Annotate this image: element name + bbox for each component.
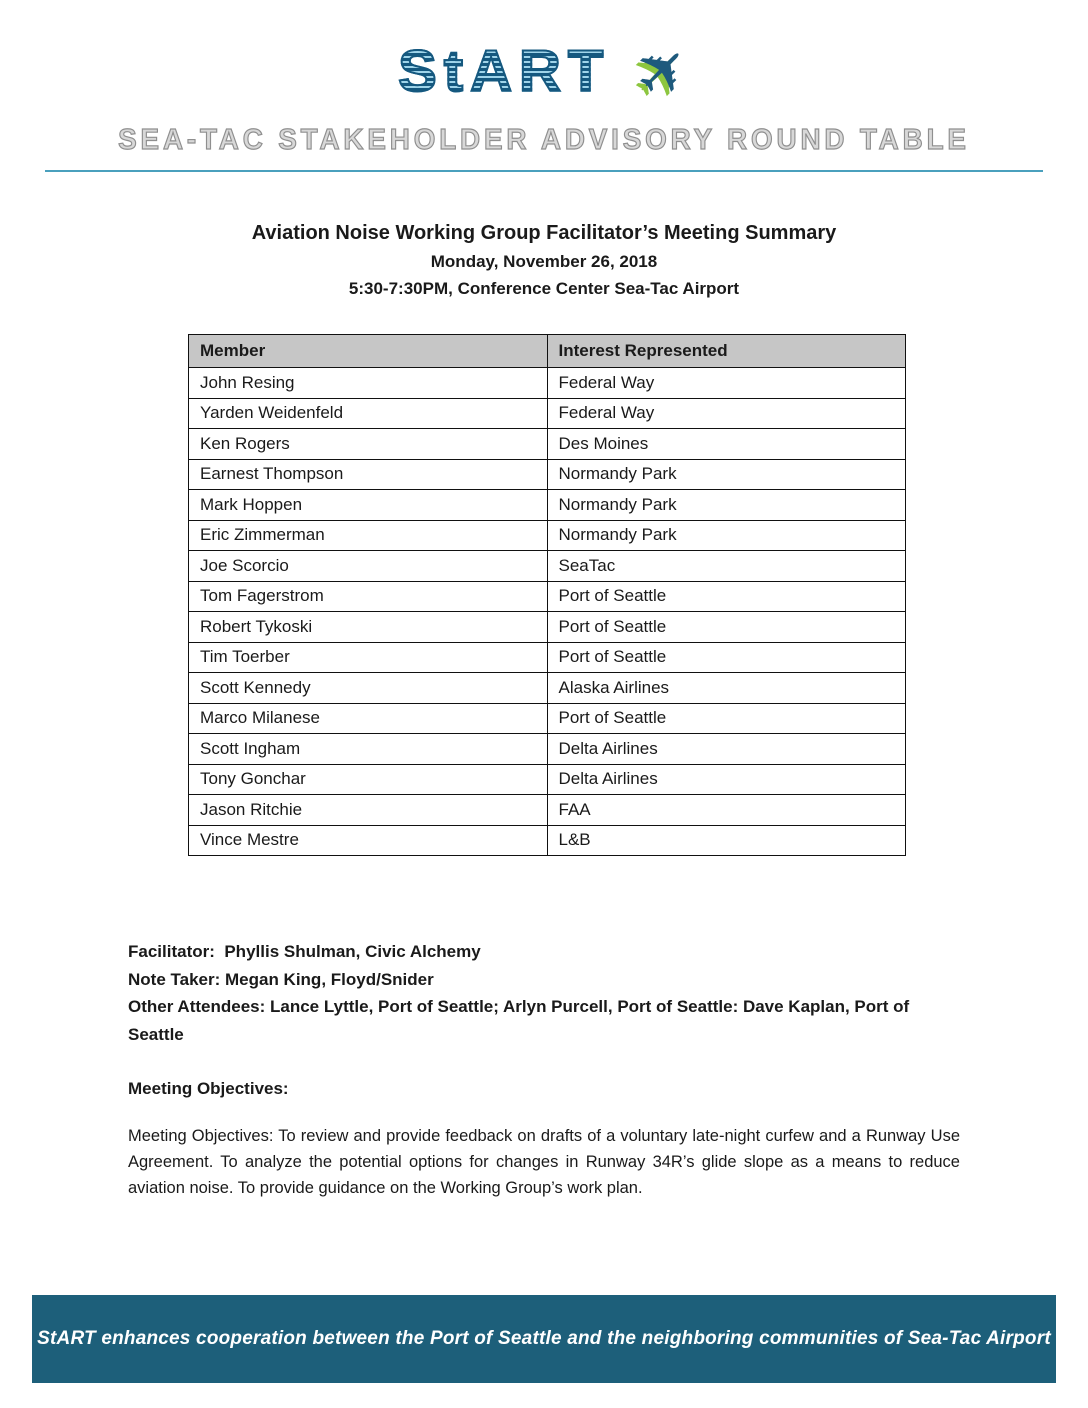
logo — [0, 26, 1088, 116]
org-subtitle: SEA-TAC STAKEHOLDER ADVISORY ROUND TABLE — [118, 124, 970, 156]
table-cell: Eric Zimmerman — [189, 520, 548, 551]
table-row — [189, 734, 906, 765]
table-cell: FAA — [547, 795, 906, 826]
meeting-date: Monday, November 26, 2018 — [430, 252, 658, 271]
table-cell: Tom Fagerstrom — [189, 581, 548, 612]
footer-tagline: StART enhances cooperation between the Port of Seattle and the neighboring communities of Sea-Tac Airport — [37, 1328, 1051, 1349]
table-cell: Normandy Park — [547, 490, 906, 521]
header-divider — [45, 170, 1043, 172]
table-cell: Tim Toerber — [189, 642, 548, 673]
table-cell: L&B — [547, 825, 906, 856]
table-cell: Vince Mestre — [189, 825, 548, 856]
table-cell: Scott Kennedy — [189, 673, 548, 704]
table-header-row — [189, 335, 906, 368]
table-cell: Federal Way — [547, 368, 906, 399]
table-cell: Mark Hoppen — [189, 490, 548, 521]
table-cell: Joe Scorcio — [189, 551, 548, 582]
column-header-interest: Interest Represented — [547, 335, 906, 368]
table-cell: Yarden Weidenfeld — [189, 398, 548, 429]
table-cell: Earnest Thompson — [189, 459, 548, 490]
attendee-table-body — [189, 368, 906, 856]
table-row — [189, 612, 906, 643]
objectives-heading: Meeting Objectives: — [128, 1079, 289, 1098]
table-cell: Normandy Park — [547, 459, 906, 490]
brand-wordmark: StART — [398, 38, 611, 104]
table-cell: Alaska Airlines — [547, 673, 906, 704]
table-cell: Port of Seattle — [547, 581, 906, 612]
table-cell: Port of Seattle — [547, 642, 906, 673]
table-cell: Jason Ritchie — [189, 795, 548, 826]
facilitator-line: Facilitator: Phyllis Shulman, Civic Alchemy — [128, 942, 481, 961]
table-cell: Delta Airlines — [547, 764, 906, 795]
table-cell: Des Moines — [547, 429, 906, 460]
table-cell: Delta Airlines — [547, 734, 906, 765]
page-title: Aviation Noise Working Group Facilitator’s Meeting Summary — [251, 222, 837, 244]
title-block — [0, 218, 1088, 302]
meeting-time-location: 5:30-7:30PM, Conference Center Sea-Tac Airport — [348, 279, 740, 298]
table-row — [189, 703, 906, 734]
table-cell: Ken Rogers — [189, 429, 548, 460]
table-row — [189, 764, 906, 795]
table-row — [189, 429, 906, 460]
table-row — [189, 398, 906, 429]
other-attendees-line: Other Attendees: Lance Lyttle, Port of Seattle; Arlyn Purcell, Port of Seattle: Dave Kaplan, Port of Seattle — [128, 997, 914, 1044]
page-header — [0, 0, 1088, 172]
table-row — [189, 520, 906, 551]
table-row — [189, 581, 906, 612]
table-cell: Port of Seattle — [547, 612, 906, 643]
airplane-icon: ✈ — [618, 26, 708, 116]
objectives-paragraph: Meeting Objectives: To review and provide feedback on drafts of a voluntary late-night curfew and a Runway Use Agreement. To analyze the potential options for changes in Runway 34R’s glide slope as a means to reduce aviation noise. To provide guidance on the Working Group’s work plan. — [128, 1127, 960, 1197]
footer-band — [32, 1295, 1056, 1383]
note-taker-line: Note Taker: Megan King, Floyd/Snider — [128, 969, 434, 989]
table-cell: Marco Milanese — [189, 703, 548, 734]
table-row — [189, 368, 906, 399]
table-cell: John Resing — [189, 368, 548, 399]
table-cell: Tony Gonchar — [189, 764, 548, 795]
attendee-table-head — [189, 335, 906, 368]
table-cell: Federal Way — [547, 398, 906, 429]
body-content — [128, 938, 960, 1201]
table-row — [189, 673, 906, 704]
staff-block — [128, 938, 960, 1048]
column-header-member: Member — [189, 335, 548, 368]
table-cell: Port of Seattle — [547, 703, 906, 734]
table-cell: Scott Ingham — [189, 734, 548, 765]
table-row — [189, 551, 906, 582]
table-cell: Robert Tykoski — [189, 612, 548, 643]
table-row — [189, 825, 906, 856]
attendee-table — [188, 334, 906, 856]
table-row — [189, 795, 906, 826]
table-row — [189, 459, 906, 490]
table-cell: Normandy Park — [547, 520, 906, 551]
table-cell: SeaTac — [547, 551, 906, 582]
table-row — [189, 490, 906, 521]
table-row — [189, 642, 906, 673]
